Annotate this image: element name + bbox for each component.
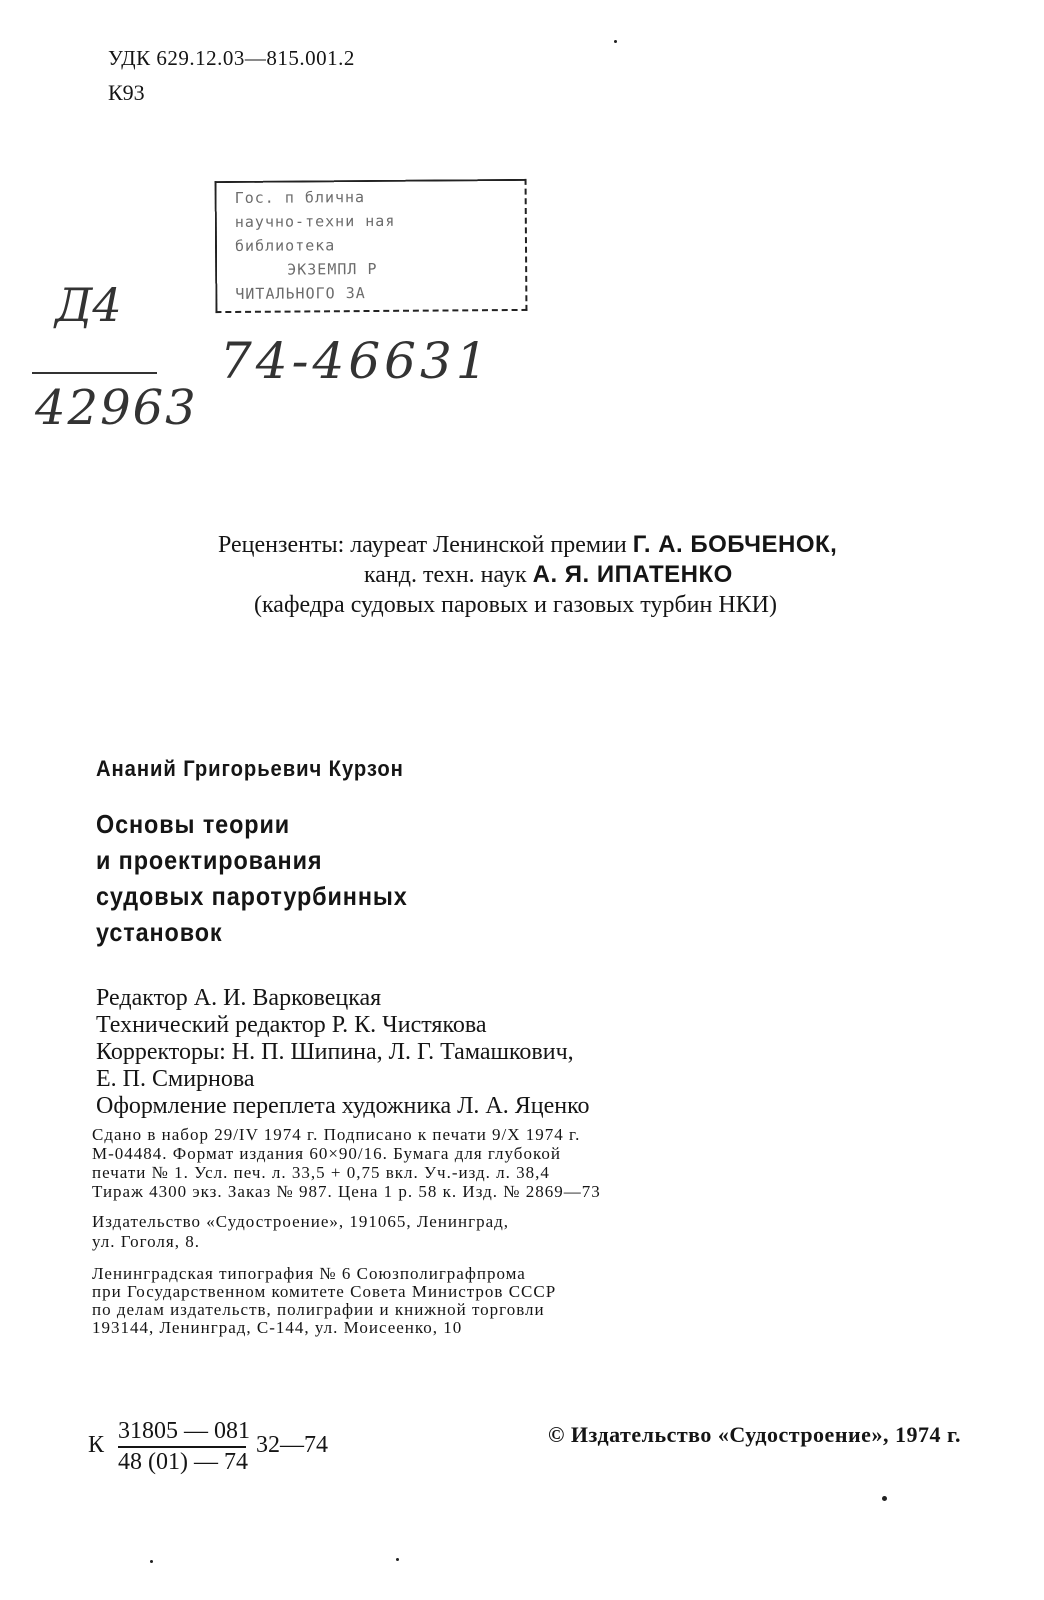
stamp-line: библиотека <box>234 236 336 255</box>
handwritten-shelf-mark: Д4 <box>55 278 122 332</box>
publisher-address <box>92 1212 509 1252</box>
library-code: К93 <box>108 80 145 105</box>
stamp-line: научно-техни ная <box>234 211 396 231</box>
reviewer-2-title: канд. техн. наук <box>364 562 527 588</box>
stamp-line: ЭКЗЕМПЛ Р <box>287 259 378 279</box>
reviewers-block <box>218 530 837 620</box>
print-speck <box>882 1496 887 1501</box>
stamp-line: Гос. п блична <box>234 188 366 207</box>
publication-line: печати № 1. Усл. печ. л. 33,5 + 0,75 вкл. Уч.-изд. л. 38,4 <box>92 1163 550 1182</box>
handwritten-divider <box>32 372 157 374</box>
printer-info <box>92 1265 556 1337</box>
reviewer-1-title: лауреат Ленинской премии <box>350 532 627 558</box>
title-line: установок <box>96 917 223 947</box>
library-stamp <box>215 179 528 313</box>
reviewer-1-name: Г. А. БОБЧЕНОК, <box>632 531 838 558</box>
credit-line: Редактор А. И. Варковецкая <box>96 985 382 1011</box>
title-line: судовых паротурбинных <box>96 881 408 911</box>
printer-line: по делам издательств, полиграфии и книжной торговли <box>92 1300 545 1319</box>
credit-line: Корректоры: Н. П. Шипина, Л. Г. Тамашкович, <box>96 1039 574 1065</box>
editorial-credits <box>96 985 590 1120</box>
udk-code: УДК 629.12.03—815.001.2 <box>108 46 355 70</box>
catalog-denominator: 48 (01) — 74 <box>118 1449 248 1475</box>
catalog-letter: К <box>88 1432 105 1458</box>
reviewers-label: Рецензенты: <box>218 532 345 558</box>
printer-line: 193144, Ленинград, С-144, ул. Моисеенко, 10 <box>92 1318 463 1337</box>
title-line: и проектирования <box>96 845 323 875</box>
printer-line: Ленинградская типография № 6 Союзполиграфпрома <box>92 1264 526 1283</box>
credit-line: Оформление переплета художника Л. А. Яценко <box>96 1093 590 1119</box>
reviewers-line-2 <box>218 560 837 590</box>
credit-line: Технический редактор Р. К. Чистякова <box>96 1012 487 1038</box>
copyright-notice: © Издательство «Судостроение», 1974 г. <box>548 1422 961 1447</box>
catalog-suffix: 32—74 <box>256 1432 328 1458</box>
reviewers-line-1 <box>218 530 837 560</box>
credit-line: Е. П. Смирнова <box>96 1066 255 1092</box>
printer-line: при Государственном комитете Совета Министров СССР <box>92 1282 557 1301</box>
publication-line: М-04484. Формат издания 60×90/16. Бумага для глубокой <box>92 1144 561 1163</box>
publisher-line: Издательство «Судостроение», 191065, Ленинград, <box>92 1212 510 1231</box>
title-line: Основы теории <box>96 809 291 839</box>
catalog-numerator: 31805 — 081 <box>118 1418 246 1448</box>
publisher-line: ул. Гоголя, 8. <box>92 1232 200 1251</box>
handwritten-number: 42963 <box>35 380 198 436</box>
print-speck <box>396 1558 399 1561</box>
handwritten-inventory-number: 74-46631 <box>220 332 492 390</box>
book-author: Ананий Григорьевич Курзон <box>96 756 404 781</box>
stamp-line: ЧИТАЛЬНОГО ЗА <box>235 284 366 303</box>
publication-line: Тираж 4300 экз. Заказ № 987. Цена 1 р. 58 к. Изд. № 2869—73 <box>92 1182 601 1201</box>
publication-details <box>92 1125 601 1201</box>
book-title <box>96 806 408 950</box>
print-speck <box>614 40 617 43</box>
catalog-fraction <box>118 1418 250 1476</box>
print-speck <box>150 1560 153 1563</box>
reviewers-affiliation: (кафедра судовых паровых и газовых турбин НКИ) <box>254 592 778 618</box>
reviewer-2-name: А. Я. ИПАТЕНКО <box>532 561 733 588</box>
publication-line: Сдано в набор 29/IV 1974 г. Подписано к печати 9/X 1974 г. <box>92 1125 581 1144</box>
